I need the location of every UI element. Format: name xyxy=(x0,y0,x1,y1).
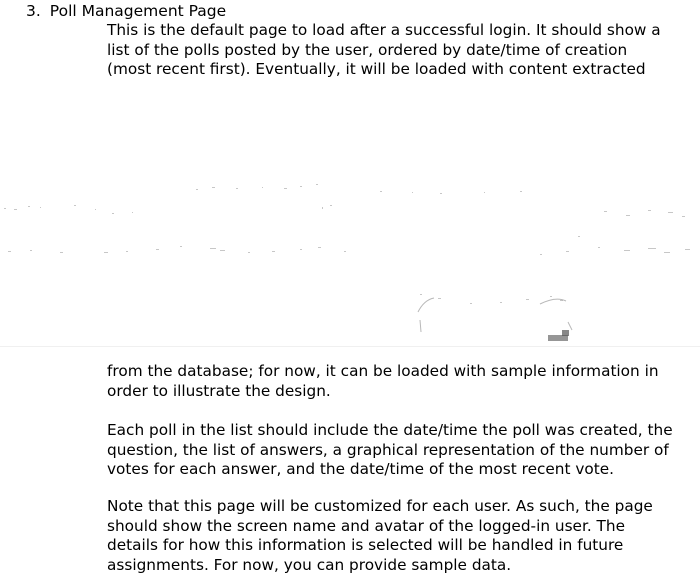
text-line: from the database; for now, it can be loaded with sample information in xyxy=(107,362,697,382)
text-line: (most recent first). Eventually, it will be loaded with content extracted xyxy=(107,60,697,80)
text-line: Note that this page will be customized for each user. As such, the page xyxy=(107,497,697,517)
section-heading xyxy=(26,2,226,21)
text-line: Each poll in the list should include the date/time the poll was created, the xyxy=(107,421,697,441)
text-line: assignments. For now, you can provide sample data. xyxy=(107,556,697,575)
scan-artifact xyxy=(0,172,700,352)
section-title: Poll Management Page xyxy=(50,2,226,20)
text-line: should show the screen name and avatar of the logged-in user. The xyxy=(107,517,697,537)
text-line: This is the default page to load after a successful login. It should show a xyxy=(107,21,697,41)
text-line: list of the polls posted by the user, ordered by date/time of creation xyxy=(107,41,697,61)
text-line: votes for each answer, and the date/time of the most recent vote. xyxy=(107,460,697,480)
text-line: order to illustrate the design. xyxy=(107,382,697,402)
divider xyxy=(0,346,700,347)
paragraph-continuation xyxy=(107,362,697,401)
text-line: details for how this information is selected will be handled in future xyxy=(107,536,697,556)
section-number: 3. xyxy=(26,2,41,20)
paragraph-customization xyxy=(107,497,697,575)
paragraph-poll-contents xyxy=(107,421,697,480)
text-line: question, the list of answers, a graphical representation of the number of xyxy=(107,441,697,461)
paragraph-intro xyxy=(107,21,697,80)
